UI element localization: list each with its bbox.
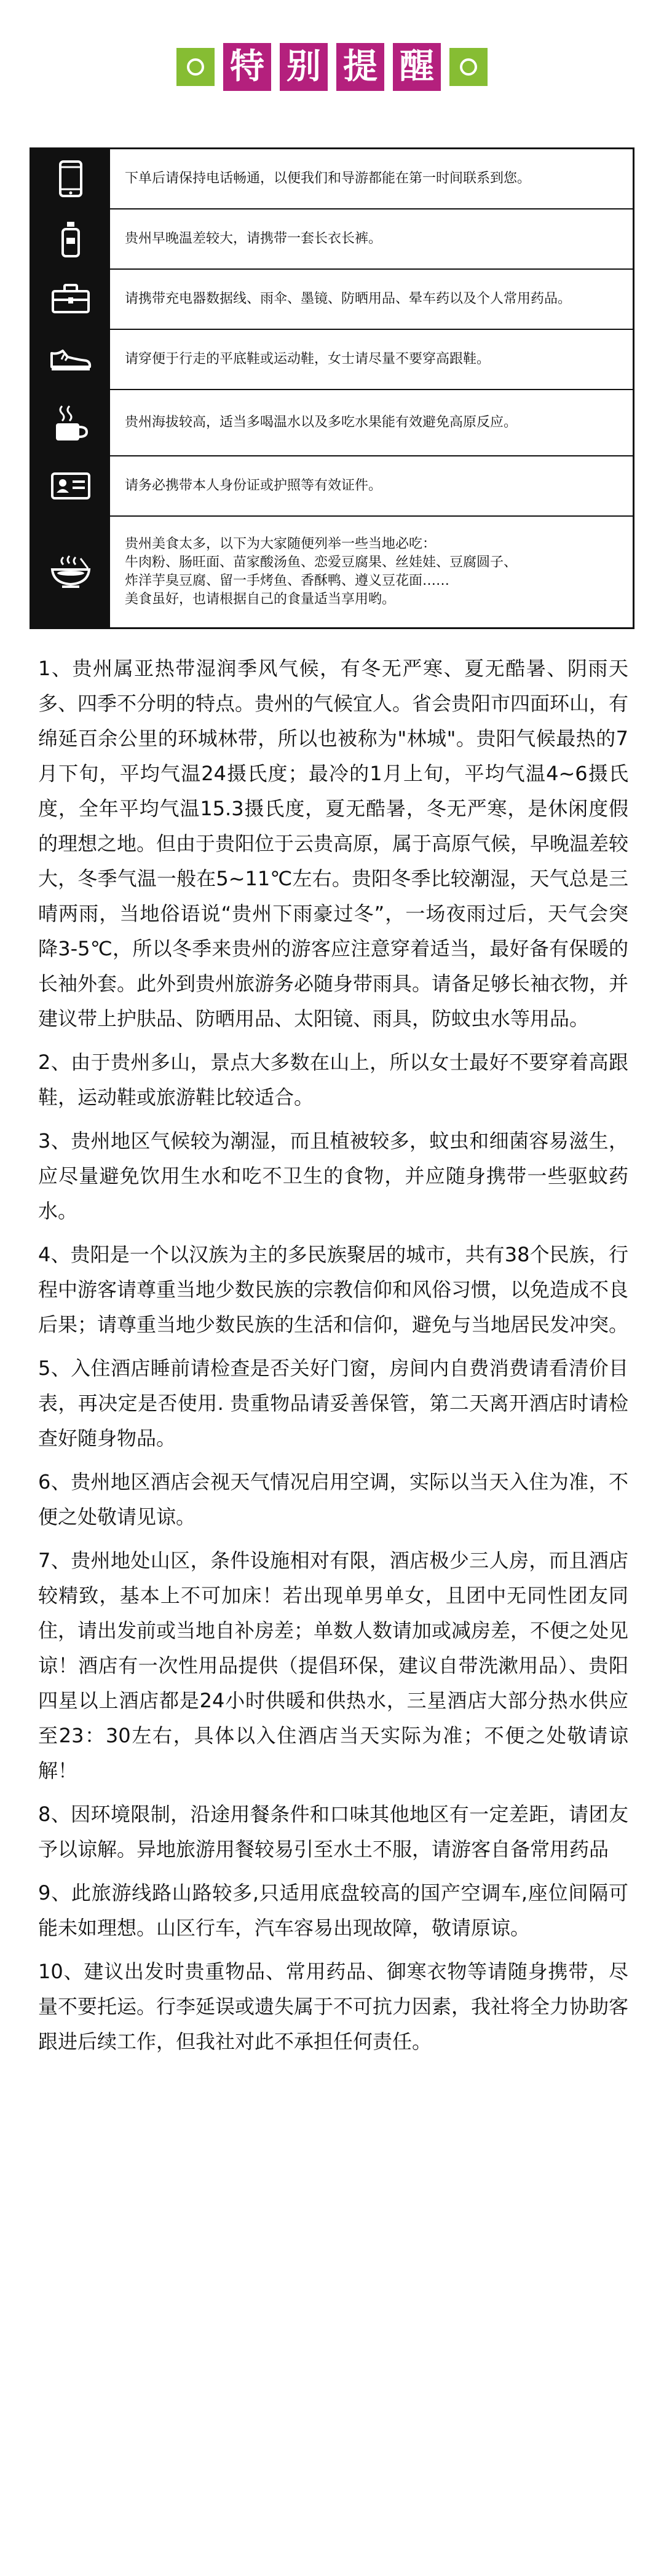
title-left-bullet — [176, 48, 215, 86]
toolbox-icon — [31, 270, 110, 329]
notice-row-shoes — [31, 330, 633, 390]
title-char: 提 — [336, 43, 384, 91]
notice-row-altitude — [31, 390, 633, 456]
tip-paragraph: 10、建议出发时贵重物品、常用药品、御寒衣物等请随身携带，尽量不要托运。行李延误或遗失属于不可抗力因素，我社将全力协助客跟进后续工作，但我社对此不承担任何责任。 — [38, 1960, 629, 2053]
title-right-bullet — [449, 48, 488, 86]
notice-row-clothing — [31, 209, 633, 270]
tip-paragraph: 2、由于贵州多山，景点大多数在山上，所以女士最好不要穿着高跟鞋，运动鞋或旅游鞋比较适合。 — [38, 1051, 628, 1109]
title-char: 醒 — [393, 43, 441, 91]
tip-paragraph: 4、贵阳是一个以汉族为主的多民族聚居的城市，共有38个民族，行程中游客请尊重当地少数民族的宗教信仰和风俗习惯，以免造成不良后果；请尊重当地少数民族的生活和信仰，避免与当地居民发冲突。 — [38, 1243, 629, 1336]
notice-row-supplies — [31, 270, 633, 330]
notice-text: 下单后请保持电话畅通，以便我们和导游都能在第一时间联系到您。 — [125, 171, 531, 186]
title-char: 特 — [223, 43, 271, 91]
tip-paragraph: 1、贵州属亚热带湿润季风气候，有冬无严寒、夏无酷暑、阴雨天多、四季不分明的特点。贵州的气候宜人。省会贵阳市四面环山，有绵延百余公里的环城林带，所以也被称为"林城"。贵阳气候最热的7月下旬，平均气温24摄氏度；最冷的1月上旬，平均气温4~6摄氏度，全年平均气温15.3摄氏度，夏无酷暑，冬无严寒，是休闲度假的理想之地。但由于贵阳位于云贵高原，属于高原气候，早晚温差较大，冬季气温一般在5~11℃左右。贵阳冬季比较潮湿，天气总是三晴两雨，当地俗语说“贵州下雨豪过冬”，一场夜雨过后，天气会突降3-5℃，所以冬季来贵州的游客应注意穿着适当，最好备有保暖的长袖外套。此外到贵州旅游务必随身带雨具。请备足够长袖衣物，并建议带上护肤品、防晒用品、太阳镜、雨具，防蚊虫水等用品。 — [38, 657, 629, 1030]
circle-icon — [187, 58, 204, 76]
notice-text: 贵州早晚温差较大，请携带一套长衣长裤。 — [125, 231, 382, 246]
notice-line: 牛肉粉、肠旺面、苗家酸汤鱼、恋爱豆腐果、丝娃娃、豆腐圆子、 — [125, 555, 518, 570]
notice-line: 贵州美食太多，以下为大家随便列举一些当地必吃： — [125, 536, 437, 552]
tip-paragraph: 9、此旅游线路山路较多,只适用底盘较高的国产空调车,座位间隔可能未如理想。山区行车，汽车容易出现故障，敬请原谅。 — [38, 1881, 628, 1940]
notice-text: 请务必携带本人身份证或护照等有效证件。 — [125, 478, 382, 493]
notice-table — [30, 147, 634, 629]
id-card-icon — [31, 456, 110, 515]
tip-paragraph: 6、贵州地区酒店会视天气情况启用空调，实际以当天入住为准，不便之处敬请见谅。 — [38, 1470, 628, 1529]
tip-paragraph: 5、入住酒店睡前请检查是否关好门窗，房间内自费消费请看清价目表，再决定是否使用. 贵重物品请妥善保管，第二天离开酒店时请检查好随身物品。 — [38, 1357, 628, 1450]
notice-text-food — [110, 517, 633, 627]
page-title — [0, 43, 664, 91]
notice-text: 贵州海拔较高，适当多喝温水以及多吃水果能有效避免高原反应。 — [125, 415, 518, 430]
food-bowl-icon — [31, 517, 110, 627]
hot-drink-icon — [31, 390, 110, 455]
notice-row-id — [31, 456, 633, 517]
tips-content — [38, 651, 628, 2059]
mobile-phone-icon — [31, 149, 110, 208]
tip-paragraph: 3、贵州地区气候较为潮湿，而且植被较多，蚊虫和细菌容易滋生，应尽量避免饮用生水和吃不卫生的食物，并应随身携带一些驱蚊药水。 — [38, 1129, 628, 1223]
flask-icon — [31, 209, 110, 268]
notice-text: 请穿便于行走的平底鞋或运动鞋，女士请尽量不要穿高跟鞋。 — [125, 351, 491, 367]
title-char: 别 — [280, 43, 328, 91]
tip-paragraph: 7、贵州地处山区，条件设施相对有限，酒店极少三人房，而且酒店较精致，基本上不可加床！若出现单男单女，且团中无同性团友同住，请出发前或当地自补房差；单数人数请加或减房差，不便之处见谅！酒店有一次性用品提供（提倡环保，建议自带洗漱用品）、贵阳四星以上酒店都是24小时供暖和供热水，三星酒店大部分热水供应至23：30左右，具体以入住酒店当天实际为准；不便之处敬请谅解！ — [38, 1549, 629, 1782]
notice-text: 请携带充电器数据线、雨伞、墨镜、防晒用品、晕车药以及个人常用药品。 — [125, 291, 572, 307]
circle-icon — [460, 58, 477, 76]
tip-paragraph: 8、因环境限制，沿途用餐条件和口味其他地区有一定差距，请团友予以谅解。异地旅游用餐较易引至水土不服，请游客自备常用药品 — [38, 1803, 628, 1861]
notice-line: 炸洋芋臭豆腐、留一手烤鱼、香酥鸭、遵义豆花面…… — [125, 573, 450, 589]
sneaker-icon — [31, 330, 110, 389]
notice-row-food — [31, 517, 633, 627]
notice-row-phone — [31, 149, 633, 209]
notice-line: 美食虽好，也请根据自己的食量适当享用哟。 — [125, 592, 396, 607]
